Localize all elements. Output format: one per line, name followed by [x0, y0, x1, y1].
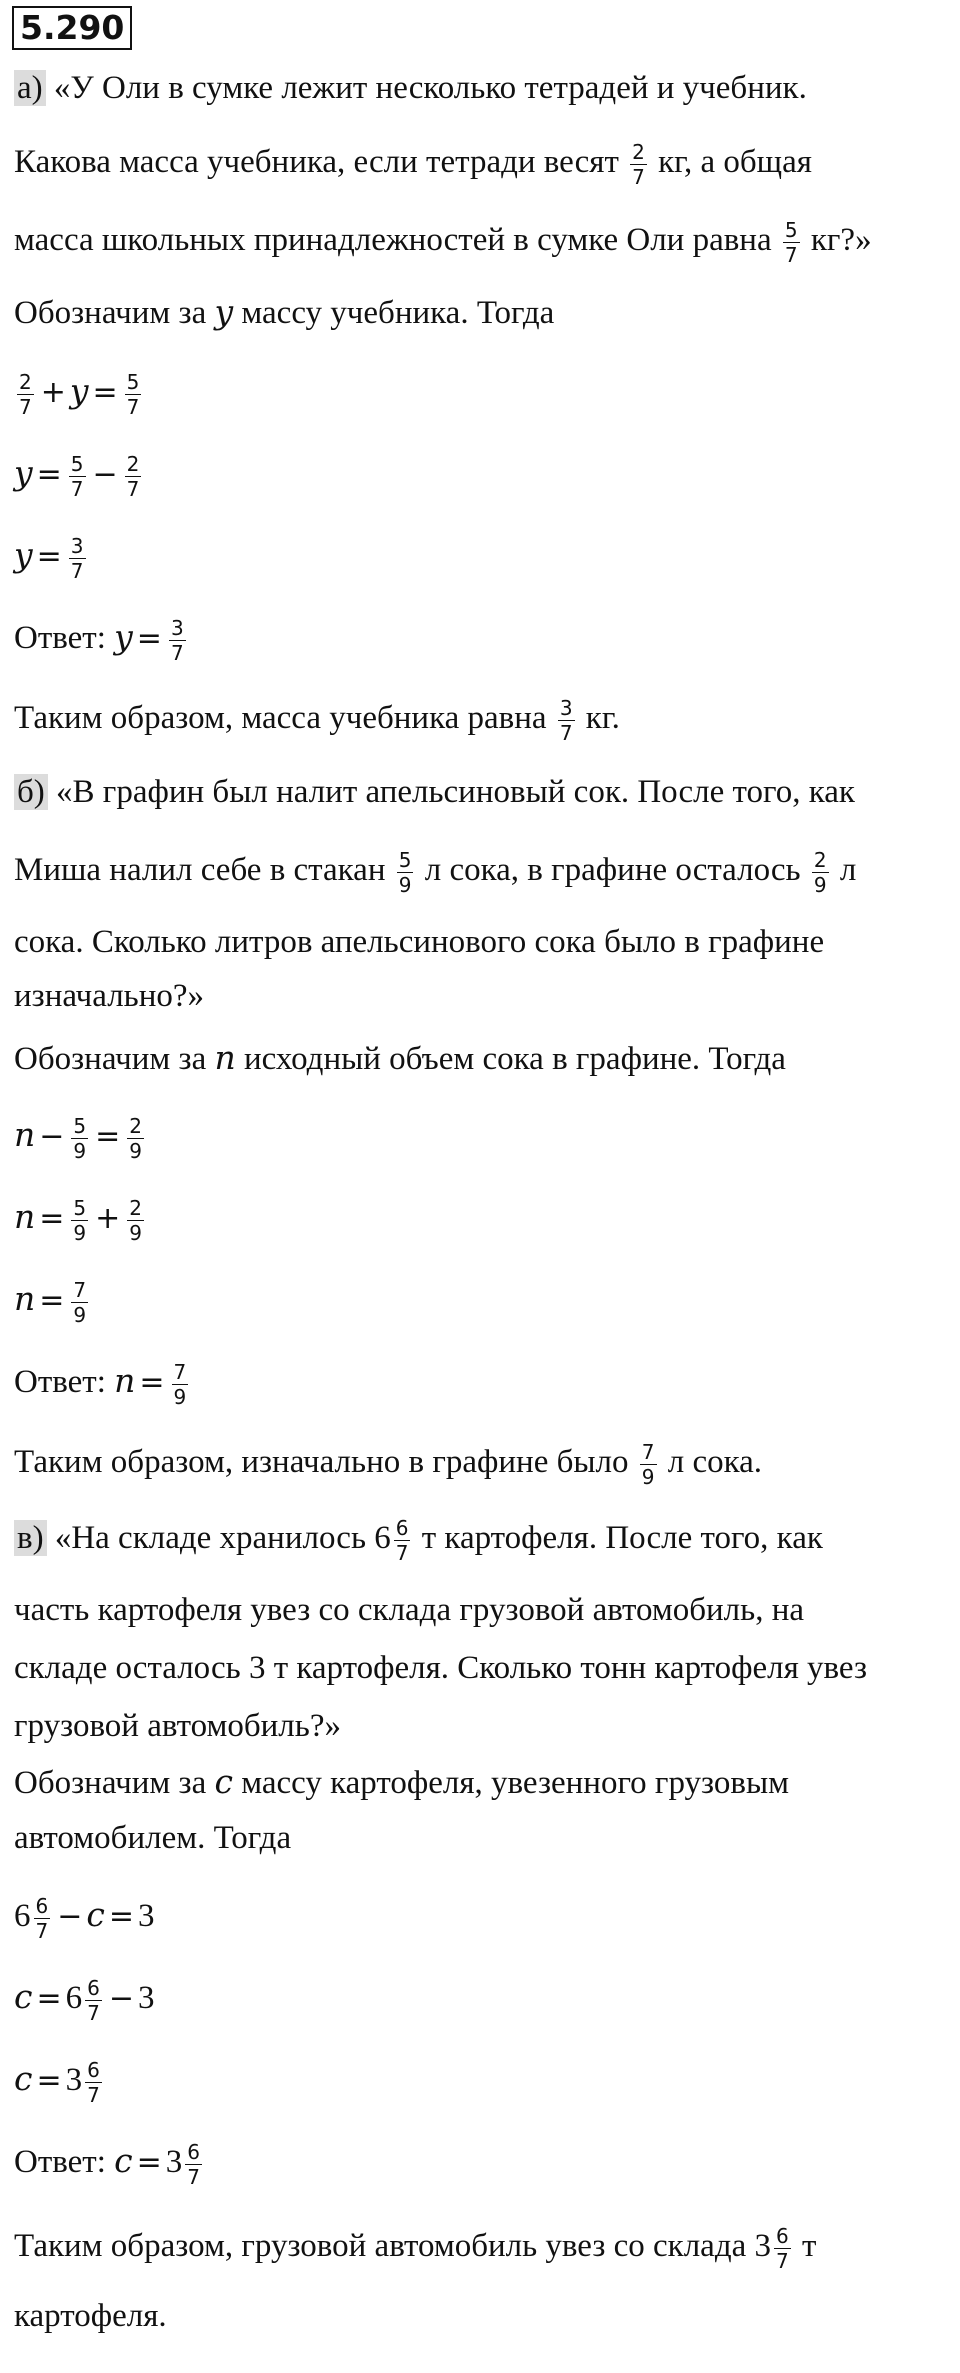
- equals-sign: =: [92, 375, 118, 411]
- part-a-problem-line-1: [14, 68, 807, 108]
- denominator: 7: [187, 2165, 200, 2189]
- numerator: 5: [398, 848, 412, 872]
- intro-text: Обозначим за: [14, 1041, 207, 1077]
- part-c-problem-line-4: грузовой автомобиль?»: [14, 1708, 341, 1744]
- answer-label: Ответ:: [14, 1364, 106, 1401]
- numerator: 5: [70, 452, 84, 476]
- part-c-conclusion-line-2: картофеля.: [14, 2298, 167, 2334]
- denominator: 7: [70, 477, 84, 501]
- denominator: 7: [170, 641, 184, 665]
- numerator: 2: [19, 370, 32, 394]
- part-c-equation-1: [14, 1894, 155, 1943]
- fraction: [172, 1360, 189, 1409]
- numerator: 2: [129, 1114, 143, 1138]
- part-b-answer: [14, 1360, 191, 1409]
- equals-sign: =: [136, 2145, 162, 2181]
- numerator: 5: [126, 370, 140, 394]
- denominator: 9: [73, 1303, 87, 1327]
- equals-sign: =: [36, 539, 62, 575]
- numerator: 7: [173, 1360, 187, 1384]
- equals-sign: =: [39, 1201, 65, 1237]
- part-b-equation-2: [14, 1196, 147, 1245]
- variable: c: [114, 2141, 133, 2181]
- part-a-marker: а): [14, 70, 46, 106]
- denominator: 7: [87, 2083, 100, 2107]
- numerator: 2: [129, 1196, 143, 1220]
- equals-sign: =: [36, 457, 62, 493]
- variable: n: [214, 1038, 236, 1077]
- answer-label: Ответ:: [14, 2144, 106, 2181]
- numerator: 3: [70, 534, 84, 558]
- denominator: 7: [395, 1541, 409, 1565]
- part-a-problem-line-2: [14, 140, 812, 189]
- conclusion-text-end: т: [802, 2228, 817, 2265]
- operator: +: [40, 375, 66, 411]
- part-b-problem-line-4: изначально?»: [14, 978, 205, 1014]
- part-a-problem-text-2: Какова масса учебника, если тетради весят: [14, 144, 619, 181]
- denominator: 9: [398, 873, 412, 897]
- fraction: [85, 1976, 102, 2025]
- fraction: [397, 848, 414, 897]
- whole-part: 3: [65, 2062, 83, 2099]
- variable: c: [86, 1895, 105, 1935]
- variable: n: [114, 1361, 136, 1401]
- conclusion-text-end: кг.: [585, 700, 620, 737]
- intro-text-end: исходный объем сока в графине. Тогда: [243, 1041, 786, 1077]
- problem-number: 5.290: [12, 6, 132, 50]
- part-a-problem-text-3: масса школьных принадлежностей в сумке Оли равна: [14, 222, 772, 259]
- part-b-problem-text-1: «В графин был налит апельсиновый сок. После того, как: [56, 774, 855, 810]
- numerator: 7: [73, 1278, 87, 1302]
- denominator: 7: [784, 243, 798, 267]
- part-b-problem-line-3: сока. Сколько литров апельсинового сока было в графине: [14, 924, 825, 960]
- part-b-problem-line-1: [14, 772, 855, 812]
- fraction: [125, 370, 142, 419]
- variable: y: [114, 617, 133, 657]
- part-b-intro: [14, 1038, 786, 1079]
- answer-label: Ответ:: [14, 620, 106, 657]
- numerator: 2: [126, 452, 140, 476]
- whole-part: 3: [165, 2144, 183, 2181]
- fraction: [34, 1894, 51, 1943]
- numerator: 5: [73, 1114, 87, 1138]
- numerator: 6: [776, 2224, 789, 2248]
- variable: c: [214, 1762, 233, 1801]
- fraction: [127, 1114, 144, 1163]
- part-c-problem-text-1-end: т картофеля. После того, как: [421, 1520, 823, 1557]
- denominator: 9: [641, 1465, 655, 1489]
- variable: y: [14, 453, 33, 493]
- equals-sign: =: [139, 1365, 165, 1401]
- part-a-equation-3: [14, 534, 89, 583]
- part-c-marker: в): [14, 1520, 47, 1556]
- numerator: 3: [170, 616, 184, 640]
- denominator: 7: [559, 721, 573, 745]
- right-hand-side: 3: [138, 1898, 155, 1935]
- part-c-answer: [14, 2140, 205, 2189]
- part-a-problem-text-2-end: кг, а общая: [658, 144, 812, 181]
- intro-text-end: массу картофеля, увезенного грузовым: [241, 1765, 790, 1801]
- denominator: 7: [776, 2249, 789, 2273]
- part-a-problem-text-3-end: кг?»: [810, 222, 872, 259]
- variable: y: [14, 535, 33, 575]
- whole-part: 6: [14, 1898, 31, 1935]
- denominator: 9: [129, 1221, 143, 1245]
- fraction: [185, 2140, 202, 2189]
- part-b-problem-text-2-mid: л сока, в графине осталось: [424, 852, 801, 889]
- numerator: 5: [784, 218, 798, 242]
- denominator: 9: [813, 873, 827, 897]
- fraction: [558, 696, 575, 745]
- fraction: [812, 848, 829, 897]
- denominator: 9: [73, 1221, 87, 1245]
- fraction: [17, 370, 34, 419]
- conclusion-text-end: л сока.: [667, 1444, 763, 1481]
- operator: −: [39, 1119, 65, 1155]
- fraction: [774, 2224, 791, 2273]
- denominator: 7: [632, 165, 645, 189]
- numerator: 3: [559, 696, 573, 720]
- part-c-equation-2: [14, 1976, 155, 2025]
- intro-text: Обозначим за: [14, 1765, 207, 1801]
- denominator: 7: [87, 2001, 100, 2025]
- equals-sign: =: [136, 621, 162, 657]
- fraction: [125, 452, 142, 501]
- numerator: 2: [632, 140, 645, 164]
- equals-sign: =: [36, 1981, 62, 2017]
- intro-text-end: массу учебника. Тогда: [241, 295, 555, 331]
- fraction: [71, 1196, 88, 1245]
- part-c-intro: [14, 1762, 789, 1803]
- fraction: [71, 1114, 88, 1163]
- variable: n: [14, 1279, 36, 1319]
- variable: c: [14, 1977, 33, 2017]
- part-a-intro: [14, 292, 554, 333]
- part-a-problem-text-1: «У Оли в сумке лежит несколько тетрадей и учебник.: [53, 70, 807, 106]
- operator: −: [92, 457, 118, 493]
- denominator: 7: [35, 1919, 49, 1943]
- fraction: [630, 140, 647, 189]
- operator: +: [95, 1201, 121, 1237]
- denominator: 9: [129, 1139, 143, 1163]
- denominator: 9: [73, 1139, 87, 1163]
- part-c-problem-line-3: складе осталось 3 т картофеля. Сколько тонн картофеля увез: [14, 1650, 868, 1686]
- fraction: [69, 534, 86, 583]
- part-b-conclusion: [14, 1440, 762, 1489]
- variable: y: [214, 292, 234, 331]
- part-a-conclusion: [14, 696, 620, 745]
- intro-text: Обозначим за: [14, 295, 207, 331]
- part-b-equation-1: [14, 1114, 147, 1163]
- conclusion-text: Таким образом, грузовой автомобиль увез со склада 3: [14, 2228, 772, 2265]
- operator: −: [108, 1981, 134, 2017]
- denominator: 7: [70, 559, 84, 583]
- fraction: [783, 218, 800, 267]
- conclusion-text: Таким образом, масса учебника равна: [14, 700, 547, 737]
- part-a-answer: [14, 616, 189, 665]
- denominator: 7: [19, 395, 32, 419]
- numerator: 7: [641, 1440, 655, 1464]
- part-b-problem-line-2: [14, 848, 856, 897]
- variable: y: [69, 371, 89, 411]
- numerator: 6: [87, 1976, 100, 2000]
- part-b-problem-text-2: Миша налил себе в стакан: [14, 852, 386, 889]
- numerator: 6: [35, 1894, 49, 1918]
- denominator: 7: [126, 395, 140, 419]
- whole-part: 6: [65, 1980, 83, 2017]
- part-a-problem-line-3: [14, 218, 872, 267]
- part-a-equation-1: [14, 370, 144, 419]
- equals-sign: =: [95, 1119, 121, 1155]
- numerator: 2: [813, 848, 827, 872]
- part-b-problem-text-2-end: л: [839, 852, 857, 889]
- part-b-marker: б): [14, 774, 48, 810]
- part-c-problem-line-2: часть картофеля увез со склада грузовой автомобиль, на: [14, 1592, 805, 1628]
- operator: −: [57, 1899, 83, 1935]
- part-c-problem-line-1: [14, 1516, 823, 1565]
- denominator: 7: [126, 477, 140, 501]
- conclusion-text: Таким образом, изначально в графине было: [14, 1444, 629, 1481]
- part-b-equation-3: [14, 1278, 91, 1327]
- fraction: [85, 2058, 102, 2107]
- part-c-intro-line-2: автомобилем. Тогда: [14, 1820, 292, 1856]
- fraction: [69, 452, 86, 501]
- part-c-equation-3: [14, 2058, 105, 2107]
- part-c-problem-text-1: «На складе хранилось 6: [54, 1520, 391, 1557]
- fraction: [71, 1278, 88, 1327]
- numerator: 6: [187, 2140, 200, 2164]
- fraction: [394, 1516, 411, 1565]
- numerator: 6: [87, 2058, 100, 2082]
- denominator: 9: [173, 1385, 187, 1409]
- fraction: [640, 1440, 657, 1489]
- part-c-conclusion: [14, 2224, 816, 2273]
- fraction: [127, 1196, 144, 1245]
- variable: n: [14, 1197, 36, 1237]
- variable: c: [14, 2059, 33, 2099]
- numerator: 6: [395, 1516, 409, 1540]
- equals-sign: =: [108, 1899, 134, 1935]
- part-a-equation-2: [14, 452, 144, 501]
- numerator: 5: [73, 1196, 87, 1220]
- equals-sign: =: [39, 1283, 65, 1319]
- variable: n: [14, 1115, 36, 1155]
- fraction: [169, 616, 186, 665]
- equals-sign: =: [36, 2063, 62, 2099]
- right-hand-side: 3: [138, 1980, 155, 2017]
